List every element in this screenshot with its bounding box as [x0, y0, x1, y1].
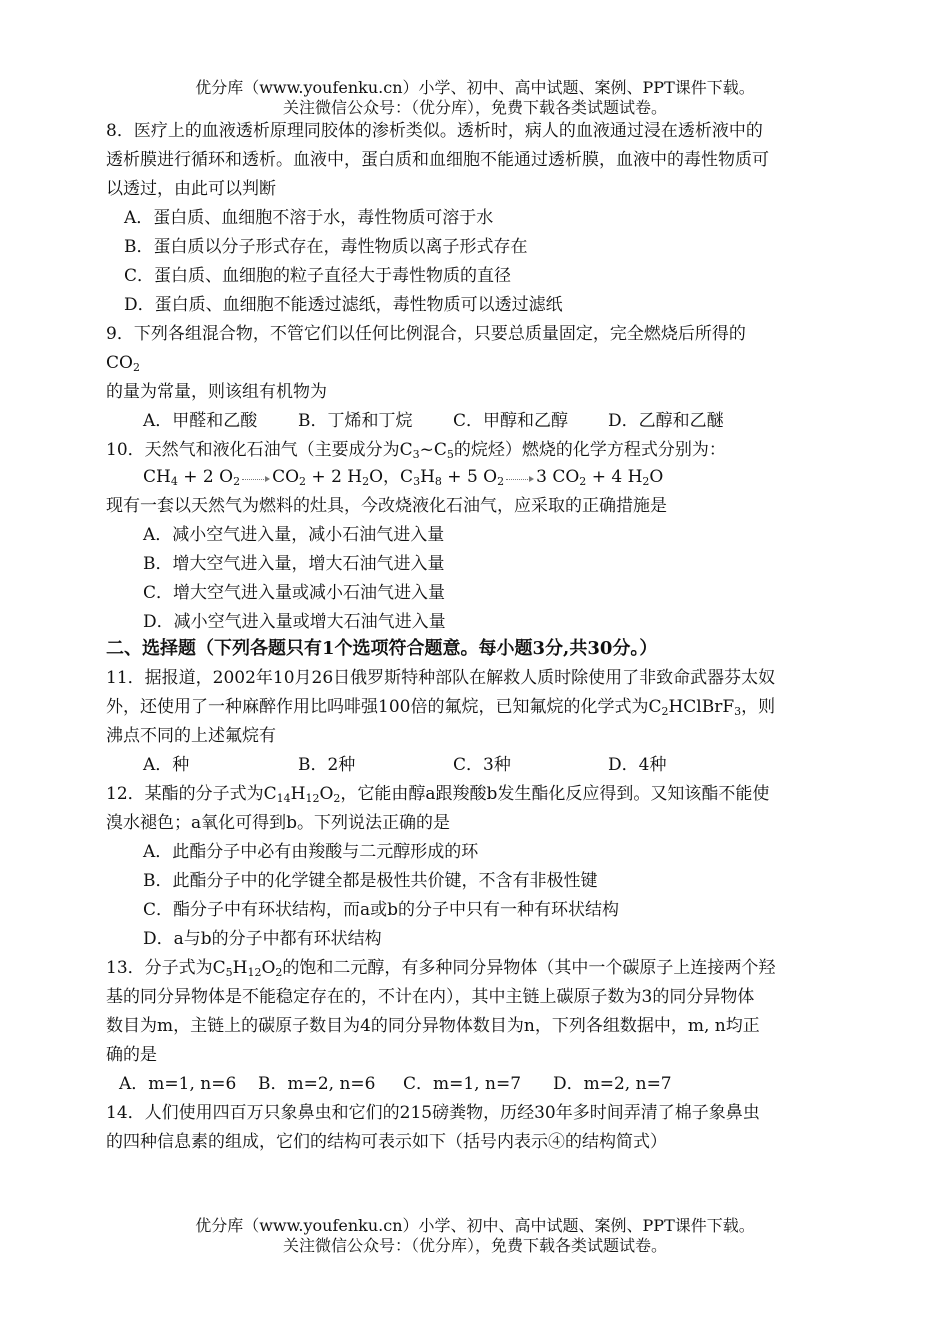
- eq-text: H: [420, 467, 435, 487]
- q12-text: ，它能由醇a跟羧酸b发生酯化反应得到。又知该酯不能使: [340, 784, 770, 804]
- q9-option-c: C．甲醇和乙醇: [453, 411, 569, 431]
- q11-text: HClBrF: [668, 697, 735, 717]
- q13-subscript: 12: [247, 966, 262, 979]
- eq-subscript: 2: [497, 475, 505, 488]
- q8-line-3: 以透过，由此可以判断: [106, 179, 276, 199]
- q10-line-1: [106, 439, 726, 466]
- q11-subscript: 3: [734, 705, 742, 718]
- eq-subscript: 2: [233, 475, 241, 488]
- eq-subscript: 8: [434, 475, 442, 488]
- eq-subscript: 2: [362, 475, 370, 488]
- q11-line-2: [106, 696, 775, 723]
- footer-line-2: 关注微信公众号：（优分库），免费下载各类试题试卷。: [282, 1236, 667, 1255]
- q12-option-a: A．此酯分子中必有由羧酸与二元醇形成的环: [143, 842, 479, 862]
- q11-option-d: D．4种: [608, 755, 667, 775]
- q12-subscript: 14: [276, 792, 291, 805]
- eq-text: + 2 O: [177, 467, 234, 487]
- q10-text: 10．天然气和液化石油气（主要成分为C: [106, 440, 413, 460]
- q13-option-a: A．m=1, n=6: [119, 1074, 237, 1094]
- q11-line-3: 沸点不同的上述氟烷有: [106, 726, 276, 746]
- eq-subscript: 2: [299, 475, 307, 488]
- q12-option-d: D．a与b的分子中都有环状结构: [143, 929, 382, 949]
- q9-co2-subscript: 2: [132, 361, 140, 374]
- q9-co2-text: CO: [106, 353, 133, 373]
- q9-line-3: 的量为常量，则该组有机物为: [106, 382, 327, 402]
- q13-option-c: C．m=1, n=7: [403, 1074, 522, 1094]
- q11-text: 外，还使用了一种麻醉作用比吗啡强100倍的氟烷，已知氟烷的化学式为C: [106, 697, 662, 717]
- q12-subscript: 12: [305, 792, 320, 805]
- eq-text: + 4 H: [586, 467, 643, 487]
- q10-option-a: A．减小空气进入量，减小石油气进入量: [143, 525, 445, 545]
- page-header: [0, 78, 950, 118]
- q13-text: H: [232, 958, 248, 978]
- q12-text: 12．某酯的分子式为C: [106, 784, 277, 804]
- q8-option-d: D．蛋白质、血细胞不能透过滤纸，毒性物质可以透过滤纸: [124, 295, 563, 315]
- q11-option-a: A．种: [143, 755, 190, 775]
- q12-text: H: [290, 784, 306, 804]
- eq-text: CH: [143, 467, 171, 487]
- q13-option-b: B．m=2, n=6: [258, 1074, 376, 1094]
- q13-line-3: 数目为m，主链上的碳原子数目为4的同分异物体数目为n，下列各组数据中，m, n均正: [106, 1016, 760, 1036]
- q8-option-c: C．蛋白质、血细胞的粒子直径大于毒性物质的直径: [124, 266, 512, 286]
- eq-text: O: [649, 467, 664, 487]
- q13-line-1: [106, 957, 775, 984]
- q9-option-b: B．丁烯和丁烷: [298, 411, 413, 431]
- q9-line-1: 9．下列各组混合物，不管它们以任何比例混合，只要总质量固定，完全燃烧后所得的: [106, 324, 746, 344]
- q9-option-d: D．乙醇和乙醚: [608, 411, 724, 431]
- eq-text: + 2 H: [306, 467, 363, 487]
- q12-subscript: 2: [333, 792, 341, 805]
- eq-subscript: 3: [413, 475, 421, 488]
- eq-text: 3 CO: [536, 467, 580, 487]
- q11-option-b: B．2种: [298, 755, 356, 775]
- ignition-arrow-icon: [240, 471, 272, 485]
- q14-line-2: 的四种信息素的组成，它们的结构可表示如下（括号内表示④的结构简式）: [106, 1132, 667, 1152]
- q10-option-c: C．增大空气进入量或减小石油气进入量: [143, 583, 446, 603]
- q13-line-2: 基的同分异物体是不能稳定存在的，不计在内），其中主链上碳原子数为3的同分异物体: [106, 987, 755, 1007]
- q12-line-2: 溴水褪色；a氧化可得到b。下列说法正确的是: [106, 813, 451, 833]
- eq-subscript: 4: [170, 475, 178, 488]
- eq-text: + 5 O: [441, 467, 498, 487]
- q8-option-b: B．蛋白质以分子形式存在，毒性物质以离子形式存在: [124, 237, 528, 257]
- q12-option-c: C．酯分子中有环状结构，而a或b的分子中只有一种有环状结构: [143, 900, 620, 920]
- footer-line-1: 优分库（www.youfenku.cn）小学、初中、高中试题、案例、PPT课件下载。: [195, 1216, 755, 1235]
- q8-line-2: 透析膜进行循环和透析。血液中，蛋白质和血细胞不能通过透析膜，血液中的毒性物质可: [106, 150, 769, 170]
- q14-line-1: 14．人们使用四百万只象鼻虫和它们的215磅粪物，历经30年多时间弄清了棉子象鼻虫: [106, 1103, 760, 1123]
- eq-subscript: 2: [579, 475, 587, 488]
- q10-subscript: 5: [446, 448, 454, 461]
- q11-subscript: 2: [661, 705, 669, 718]
- q13-subscript: 2: [275, 966, 283, 979]
- q13-text: 13．分子式为C: [106, 958, 226, 978]
- q10-equations: [143, 466, 663, 493]
- q12-line-1: [106, 783, 769, 810]
- q10-option-b: B．增大空气进入量，增大石油气进入量: [143, 554, 445, 574]
- header-line-2: 关注微信公众号：（优分库），免费下载各类试题试卷。: [282, 98, 667, 117]
- q13-text: O: [261, 958, 276, 978]
- eq-text: O，C: [369, 467, 414, 487]
- q13-text: 的饱和二元醇，有多种同分异物体（其中一个碳原子上连接两个羟: [282, 958, 776, 978]
- q10-option-d: D．减小空气进入量或增大石油气进入量: [143, 612, 446, 632]
- q9-option-a: A．甲醛和乙酸: [143, 411, 258, 431]
- q13-line-4: 确的是: [106, 1045, 157, 1065]
- q12-option-b: B．此酯分子中的化学键全都是极性共价键，不含有非极性键: [143, 871, 598, 891]
- page-footer: [0, 1216, 950, 1256]
- q13-subscript: 5: [225, 966, 233, 979]
- q12-text: O: [319, 784, 334, 804]
- q10-text: ~C: [419, 440, 447, 460]
- section-2-heading: 二、选择题（下列各题只有1个选项符合题意。每小题3分,共30分。）: [106, 638, 658, 659]
- q9-line-2: [106, 352, 140, 379]
- eq-text: CO: [272, 467, 300, 487]
- q8-line-1: 8．医疗上的血液透析原理同胶体的渗析类似。透析时，病人的血液通过浸在透析液中的: [106, 121, 763, 141]
- ignition-arrow-icon: [504, 471, 536, 485]
- header-line-1: 优分库（www.youfenku.cn）小学、初中、高中试题、案例、PPT课件下载。: [195, 78, 755, 97]
- q8-option-a: A．蛋白质、血细胞不溶于水，毒性物质可溶于水: [124, 208, 494, 228]
- q10-subscript: 3: [412, 448, 420, 461]
- q11-line-1: 11．据报道，2002年10月26日俄罗斯特种部队在解救人质时除使用了非致命武器芬太奴: [106, 668, 776, 688]
- q13-option-d: D．m=2, n=7: [553, 1074, 672, 1094]
- q11-text: ，则: [741, 697, 776, 717]
- q10-line-3: 现有一套以天然气为燃料的灶具，今改烧液化石油气，应采取的正确措施是: [106, 496, 667, 516]
- q11-option-c: C．3种: [453, 755, 511, 775]
- eq-subscript: 2: [642, 475, 650, 488]
- q10-text: 的烷烃）燃烧的化学方程式分别为：: [453, 440, 726, 460]
